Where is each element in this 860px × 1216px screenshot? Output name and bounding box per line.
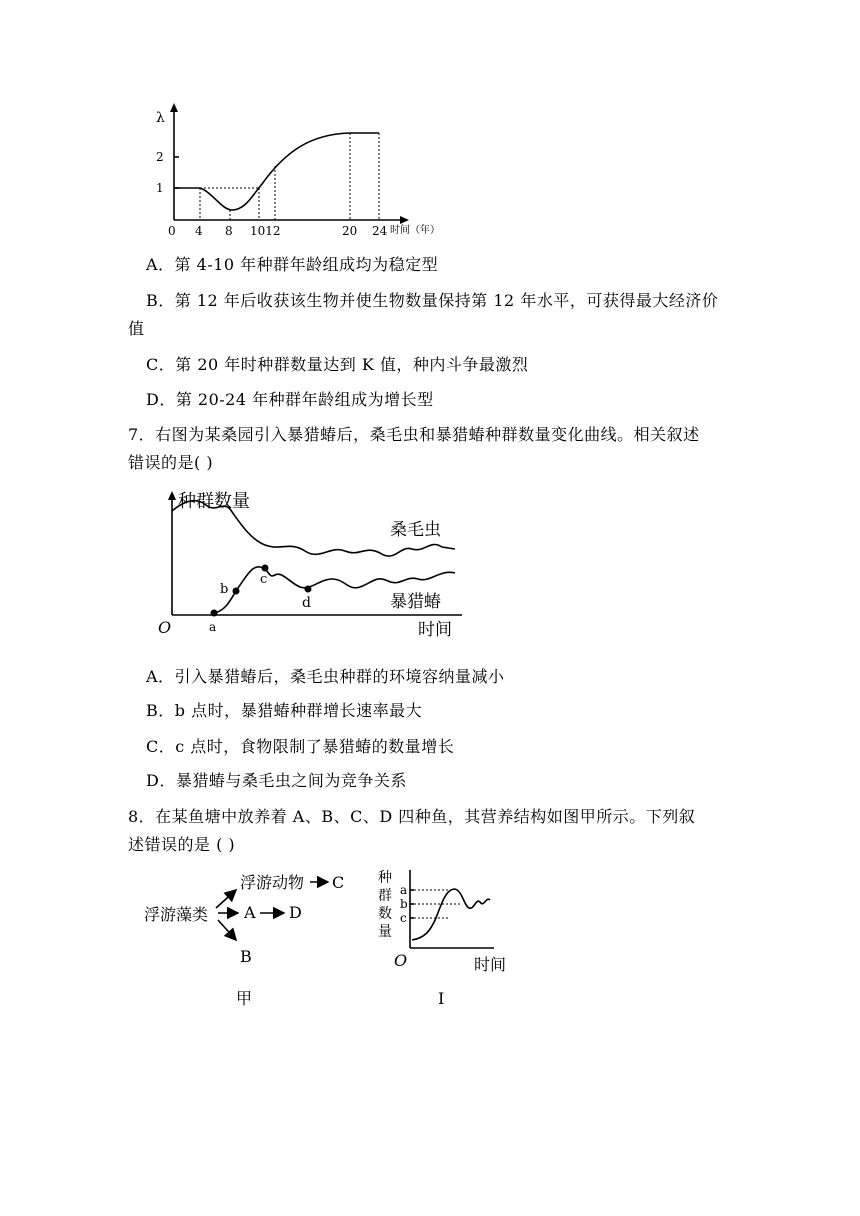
- node-d: D: [289, 903, 302, 922]
- graph-i-curve: [412, 889, 490, 940]
- x-tick-10-12: 1012: [250, 224, 281, 238]
- q7-option-a: A．引入暴猎蝽后，桑毛虫种群的环境容纳量减小: [146, 667, 505, 686]
- population-graph: [150, 483, 480, 643]
- node-zooplankton: 浮游动物: [240, 873, 305, 892]
- x-tick-4: 4: [195, 224, 203, 238]
- node-a: A: [244, 903, 256, 922]
- q7-stem-line2: 错误的是( ): [128, 453, 214, 472]
- y-axis-label: λ: [156, 110, 165, 126]
- y-axis-label: 种群数量: [178, 491, 250, 512]
- arrow-to-zooplankton: [216, 890, 236, 908]
- caption-jia: 甲: [236, 989, 253, 1008]
- origin-label: O: [394, 951, 408, 970]
- y-label-char-1: 种: [378, 870, 392, 886]
- x-tick-8: 8: [225, 224, 233, 238]
- food-web-diagram: [144, 864, 374, 1014]
- node-b: B: [240, 947, 252, 966]
- node-c: C: [332, 873, 345, 892]
- q8-stem-line2: 述错误的是 ( ): [128, 835, 236, 854]
- population-graph-i: [374, 862, 514, 1012]
- q6-option-c: C．第 20 年时种群数量达到 K 值，种内斗争最激烈: [146, 355, 529, 374]
- x-axis-arrow: [400, 216, 409, 224]
- origin-label: O: [158, 618, 172, 637]
- label-d: d: [302, 595, 311, 611]
- x-tick-20: 20: [342, 224, 358, 238]
- x-tick-0: 0: [168, 224, 176, 238]
- q6-option-a: A．第 4-10 年种群年龄组成均为稳定型: [146, 255, 439, 274]
- point-c: [262, 565, 269, 572]
- q7-option-b: B．b 点时，暴猎蝽种群增长速率最大: [146, 701, 423, 720]
- label-b: b: [220, 582, 229, 597]
- q6-option-b-line1: B．第 12 年后收获该生物并使生物数量保持第 12 年水平，可获得最大经济价: [146, 291, 719, 310]
- point-a: [211, 610, 218, 617]
- y-tick-2: 2: [156, 150, 164, 164]
- lambda-graph: [150, 100, 450, 240]
- series-label-caterpillar: 桑毛虫: [390, 520, 441, 540]
- level-a: a: [400, 883, 408, 897]
- lambda-curve: [174, 133, 379, 210]
- q7-stem-line1: 7．右图为某桑园引入暴猎蝽后，桑毛虫和暴猎蝽种群数量变化曲线。相关叙述: [128, 425, 700, 444]
- level-b: b: [400, 897, 408, 911]
- node-phytoplankton: 浮游藻类: [144, 905, 209, 924]
- y-axis-arrow: [170, 103, 178, 112]
- arrow-to-b: [218, 920, 236, 940]
- x-axis-label: 时间: [474, 955, 507, 974]
- y-label-char-4: 量: [378, 924, 392, 940]
- y-tick-1: 1: [156, 181, 164, 195]
- x-tick-24: 24: [372, 224, 388, 238]
- series-label-assassin-bug: 暴猎蝽: [390, 592, 441, 612]
- label-c: c: [260, 572, 268, 587]
- point-b: [233, 588, 240, 595]
- level-c: c: [400, 911, 407, 925]
- y-label-char-2: 群: [378, 888, 392, 904]
- x-axis-label: 时间: [418, 620, 452, 640]
- q6-option-d: D．第 20-24 年种群年龄组成为增长型: [146, 390, 434, 409]
- q7-option-d: D．暴猎蝽与桑毛虫之间为竞争关系: [146, 771, 407, 790]
- label-a: a: [209, 620, 217, 634]
- x-axis-label: 时间（年）: [390, 225, 440, 236]
- caption-i: I: [438, 989, 445, 1008]
- point-d: [305, 586, 312, 593]
- q7-option-c: C．c 点时，食物限制了暴猎蝽的数量增长: [146, 737, 455, 756]
- q6-option-b-line2: 值: [128, 319, 145, 338]
- q8-stem-line1: 8．在某鱼塘中放养着 A、B、C、D 四种鱼，其营养结构如图甲所示。下列叙: [128, 807, 696, 826]
- y-label-char-3: 数: [378, 906, 392, 922]
